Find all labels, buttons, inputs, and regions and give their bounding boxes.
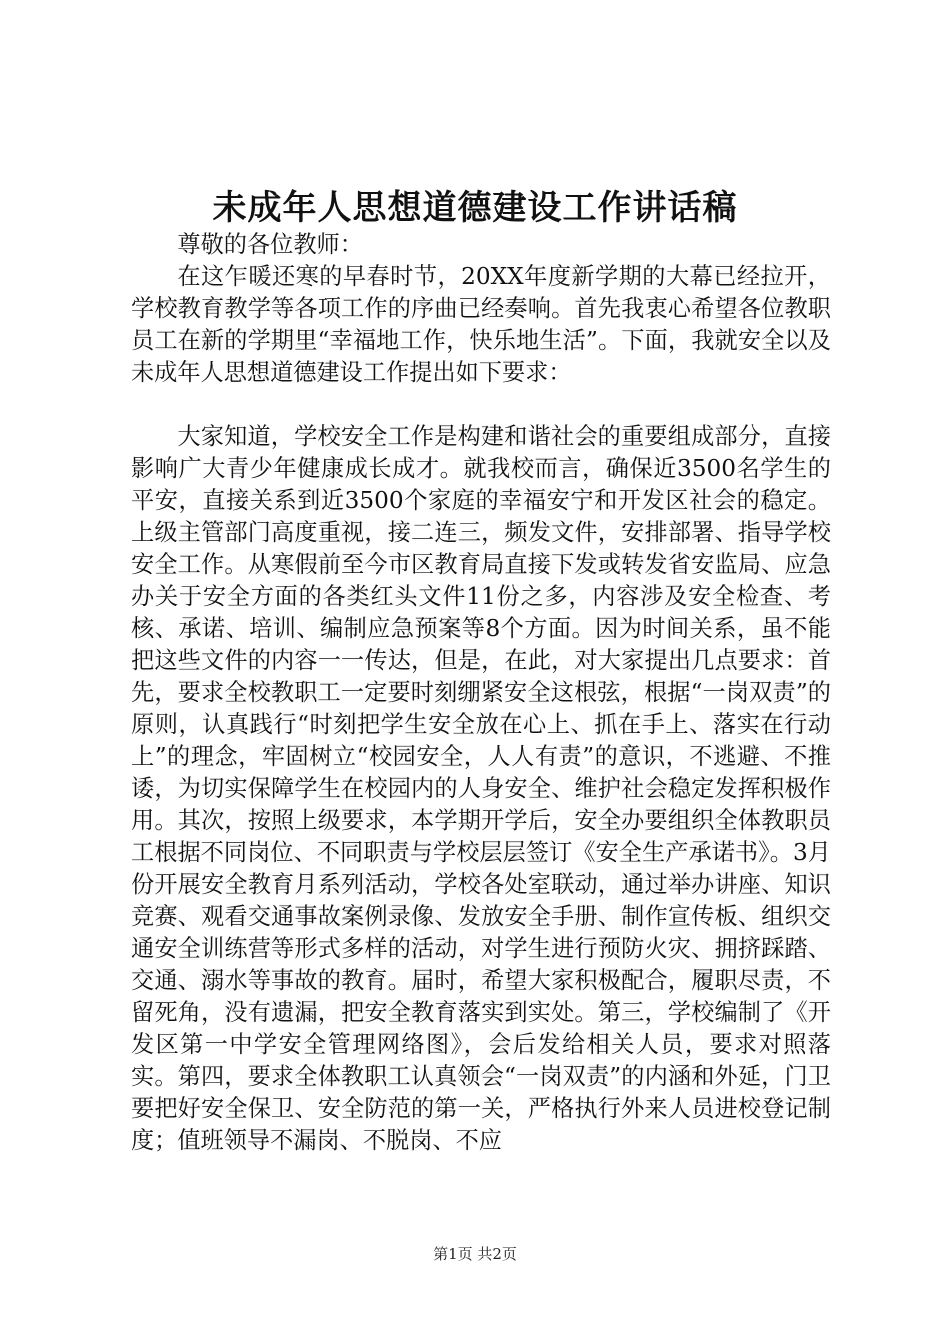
page-title: 未成年人思想道德建设工作讲话稿	[212, 188, 738, 228]
page-number: 第1页 共2页	[433, 1245, 517, 1263]
salutation: 尊敬的各位教师：	[177, 231, 363, 258]
paragraph-safety: 大家知道，学校安全工作是构建和谐社会的重要组成部分，直接影响广大青少年健康成长成才。就我校而言，确保近3500名学生的平安，直接关系到近3500个家庭的幸福安宁和开发区社会的稳定。上级主管部门高度重视，接二连三，频发文件，安排部署、指导学校安全工作。从寒假前至今市区教育局直接下发或转发省安监局、应急办关于安全方面的各类红头文件11份之多，内容涉及安全检查、考核、承诺、培训、编制应急预案等8个方面。因为时间关系，虽不能把这些文件的内容一一传达，但是，在此，对大家提出几点要求：首先，要求全校教职工一定要时刻绷紧安全这根弦，根据“一岗双责”的原则，认真践行“时刻把学生安全放在心上、抓在手上、落实在行动上”的理念，牢固树立“校园安全，人人有责”的意识，不逃避、不推诿，为切实保障学生在校园内的人身安全、维护社会稳定发挥积极作用。其次，按照上级要求，本学期开学后，安全办要组织全体教职员工根据不同岗位、不同职责与学校层层签订《安全生产承诺书》。3月份开展安全教育月系列活动，学校各处室联动，通过举办讲座、知识竞赛、观看交通事故案例录像、发放安全手册、制作宣传板、组织交通安全训练营等形式多样的活动，对学生进行预防火灾、拥挤踩踏、交通、溺水等事故的教育。届时，希望大家积极配合，履职尽责，不留死角，没有遗漏，把安全教育落实到实处。第三，学校编制了《开发区第一中学安全管理网络图》，会后发给相关人员，要求对照落实。第四，要求全体教职工认真领会“一岗双责”的内涵和外延，门卫要把好安全保卫、安全防范的第一关，严格执行外来人员进校登记制度；值班领导不漏岗、不脱岗、不应	[131, 423, 831, 1154]
paragraph-intro: 在这乍暖还寒的早春时节，20XX年度新学期的大幕已经拉开，学校教育教学等各项工作的序曲已经奏响。首先我衷心希望各位教职员工在新的学期里“幸福地工作，快乐地生活”。下面，我就安全以及未成年人思想道德建设工作提出如下要求：	[131, 263, 831, 386]
document-body	[131, 229, 831, 1157]
